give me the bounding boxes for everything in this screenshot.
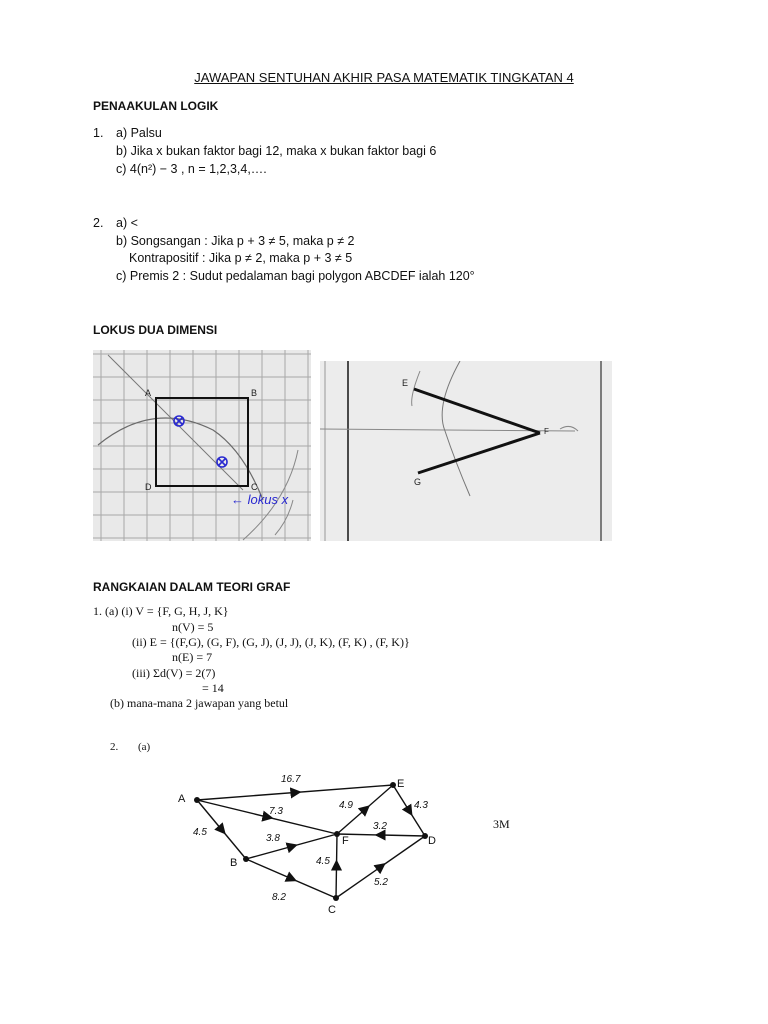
graph-node-e: E [397, 778, 405, 790]
graph-node-d: D [428, 835, 436, 847]
graph-answer-line-7: (b) mana-mana 2 jawapan yang betul [110, 696, 289, 710]
section-heading-graph: RANGKAIAN DALAM TEORI GRAF [93, 580, 291, 594]
q1-answer-b: b) Jika x bukan faktor bagi 12, maka x bukan faktor bagi 6 [116, 144, 437, 158]
graph-node-a: A [178, 793, 186, 805]
graph-answer-line-5: (iii) Σd(V) = 2(7) [132, 666, 216, 680]
q2-answer-c: c) Premis 2 : Sudut pedalaman bagi polygon ABCDEF ialah 120° [116, 269, 475, 283]
q1-answer-c: c) 4(n²) − 3 , n = 1,2,3,4,…. [116, 162, 267, 176]
q1-number: 1. [93, 126, 104, 140]
network-graph [168, 760, 448, 920]
locus-figure-square [93, 350, 311, 541]
locus-figure-angle [320, 361, 612, 541]
angle-label-g: G [414, 477, 422, 487]
weight-bc: 8.2 [272, 892, 286, 903]
weight-ed: 4.3 [414, 800, 428, 811]
angle-label-f: F [544, 427, 549, 436]
graph-node-f: F [342, 835, 349, 847]
weight-ae: 16.7 [281, 774, 301, 785]
graph-answer-line-3: (ii) E = {(F,G), (G, F), (G, J), (J, J), (J, K), (F, K) , (F, K)} [132, 635, 410, 649]
graph-answer-line-1: 1. (a) (i) V = {F, G, H, J, K} [93, 604, 229, 618]
weight-fe: 4.9 [339, 800, 353, 811]
graph-answer-line-4: n(E) = 7 [172, 650, 213, 664]
graph-mark: 3M [493, 817, 510, 831]
section-heading-locus: LOKUS DUA DIMENSI [93, 323, 218, 337]
locus-note: ← lokus x [231, 492, 289, 507]
graph-answer-line-6: = 14 [202, 681, 224, 695]
document-title: JAWAPAN SENTUHAN AKHIR PASA MATEMATIK TINGKATAN 4 [194, 70, 574, 85]
graph-node-c: C [328, 904, 336, 916]
q2-answer-b-converse: b) Songsangan : Jika p + 3 ≠ 5, maka p ≠ 2 [116, 234, 355, 248]
graph-q2-number: 2. [110, 741, 119, 753]
locus-label-a: A [145, 388, 152, 398]
q2-answer-b-contrapositive: Kontrapositif : Jika p ≠ 2, maka p + 3 ≠ 5 [129, 251, 353, 265]
locus-label-c: C [251, 482, 258, 492]
graph-q2-part-a: (a) [138, 741, 151, 753]
weight-cd: 5.2 [374, 877, 388, 888]
weight-af: 7.3 [269, 806, 283, 817]
angle-label-e: E [402, 378, 409, 388]
weight-ab: 4.5 [193, 827, 207, 838]
weight-bf: 3.8 [266, 833, 280, 844]
q2-answer-a: a) < [116, 216, 138, 230]
q2-number: 2. [93, 216, 104, 230]
graph-answer-line-2: n(V) = 5 [172, 620, 214, 634]
locus-label-b: B [251, 388, 258, 398]
weight-cf: 4.5 [316, 856, 330, 867]
graph-node-b: B [230, 857, 238, 869]
weight-df: 3.2 [373, 821, 387, 832]
q1-answer-a: a) Palsu [116, 126, 162, 140]
section-heading-logic: PENAAKULAN LOGIK [93, 99, 219, 113]
locus-label-d: D [145, 482, 152, 492]
